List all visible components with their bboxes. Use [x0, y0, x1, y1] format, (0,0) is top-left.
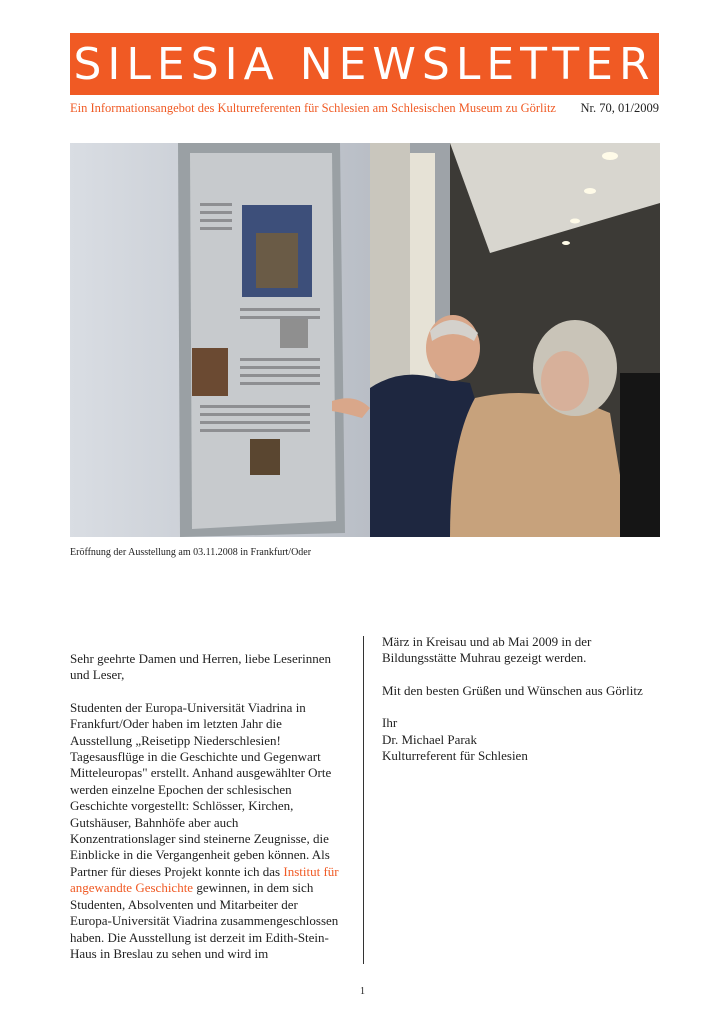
organisation-subtitle: Ein Informationsangebot des Kulturreferenten für Schlesien am Schlesischen Museum zu Görlitz [70, 101, 556, 115]
letter-column-left [70, 651, 342, 978]
issue-number: Nr. 70, 01/2009 [580, 101, 659, 115]
newsletter-title: SILESIA NEWSLETTER [70, 33, 659, 95]
greeting-paragraph: Sehr geehrte Damen und Herren, liebe Leserinnen und Leser, [70, 651, 331, 683]
closing-paragraph: Mit den besten Grüßen und Wünschen aus Görlitz [382, 682, 643, 698]
signature-ihr: Ihr [382, 715, 398, 731]
institute-link[interactable]: Institut für angewandte Geschichte [70, 863, 339, 896]
body-paragraph [70, 700, 342, 963]
exhibition-photo [70, 143, 660, 537]
body-text-start: Studenten der Europa-Universität Viadrina in Frankfurt/Oder haben im letzten Jahr die Ausstellung „Reisetipp Niederschlesien! Tagesausflüge in die Geschichte und Gegenwart Mitteleuropas" erstellt. Anhand ausgewählter Orte werden einzelne Epochen der schlesischen Geschichte vorgestellt: Schlösser, Kirchen, Gutshäuser, Bahnhöfe aber auch Konzentrationslager sind steinerne Zeugnisse, die Einblicke in die Vergangenheit geben können. Als Partner für dieses Projekt konnte ich das [70, 699, 332, 879]
signature-name: Dr. Michael Parak [382, 731, 477, 747]
page-number: 1 [360, 986, 365, 997]
letter-column-right [382, 634, 662, 764]
signature-role: Kulturreferent für Schlesien [382, 748, 528, 764]
photo-caption: Eröffnung der Ausstellung am 03.11.2008 in Frankfurt/Oder [70, 547, 312, 558]
body-text-end: gewinnen, in dem sich Studenten, Absolventen und Mitarbeiter der Europa-Universität Viadrina zusammengeschlossen haben. Die Ausstellung ist derzeit im Edith-Stein-Haus in Breslau zu sehen und wird im [70, 880, 339, 961]
column-divider [363, 636, 364, 964]
continuation-paragraph: März in Kreisau und ab Mai 2009 in der Bildungsstätte Muhrau gezeigt werden. [382, 634, 592, 666]
subtitle-line [70, 101, 659, 119]
